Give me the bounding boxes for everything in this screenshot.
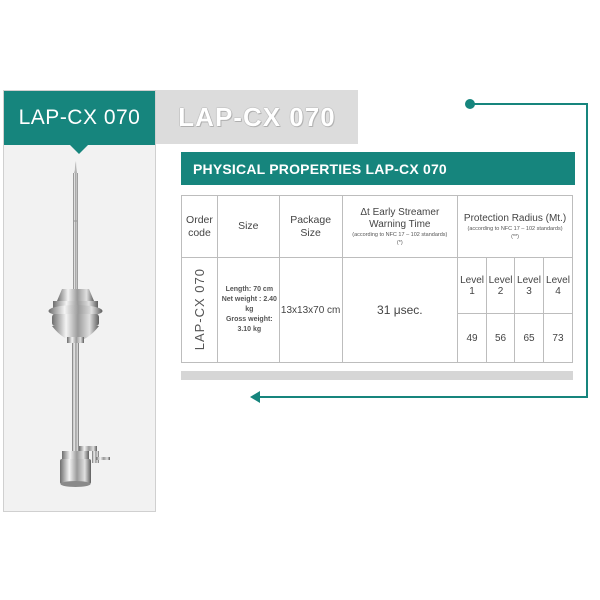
header-protection-note: (according to NFC 17 – 102 standards) (467, 225, 563, 232)
header-protection-mark: (**) (511, 233, 520, 240)
level-label: Level 1 (458, 258, 487, 314)
size-gross-weight: Gross weight: 3.10 kg (225, 316, 273, 333)
header-package-size: Package Size (279, 196, 342, 258)
ghost-title-banner (156, 90, 358, 144)
product-tab-title: LAP-CX 070 (4, 91, 155, 145)
product-card (3, 90, 156, 512)
cell-size (217, 258, 279, 363)
level-label: Level 3 (515, 258, 544, 314)
connector-arrow-icon (250, 391, 260, 403)
size-length: Length: 70 cm (225, 286, 274, 293)
header-protection-radius (458, 196, 573, 258)
order-code-value: LAP-CX 070 (191, 267, 207, 351)
connector-line-top (470, 103, 588, 105)
lightning-rod-icon (4, 161, 155, 506)
table-bottom-bar (181, 371, 573, 380)
level-label: Level 2 (487, 258, 515, 314)
header-warning-time (342, 196, 458, 258)
cell-package-size: 13x13x70 cm (279, 258, 342, 363)
level-radius: 49 (458, 314, 487, 363)
cell-warning-time: 31 μsec. (342, 258, 458, 363)
ghost-title: LAP-CX 070 (178, 101, 336, 132)
cell-order-code (182, 258, 218, 363)
size-net-weight: Net weight : 2.40 kg (221, 296, 277, 313)
header-size: Size (217, 196, 279, 258)
properties-table (181, 195, 573, 363)
header-warning-time-label: Δt Early Streamer Warning Time (360, 206, 440, 230)
header-protection-label: Protection Radius (Mt.) (463, 212, 567, 224)
level-label: Level 4 (543, 258, 572, 314)
level-radius: 65 (515, 314, 544, 363)
header-warning-note: (according to NFC 17 – 102 standards) (352, 231, 448, 238)
level-radius: 73 (543, 314, 572, 363)
connector-line-bottom (258, 396, 588, 398)
header-warning-mark: (*) (396, 239, 403, 246)
connector-line-right (586, 103, 588, 398)
tab-pointer (70, 145, 88, 154)
header-order-code: Order code (182, 196, 218, 258)
section-title: PHYSICAL PROPERTIES LAP-CX 070 (181, 152, 575, 185)
level-radius: 56 (487, 314, 515, 363)
